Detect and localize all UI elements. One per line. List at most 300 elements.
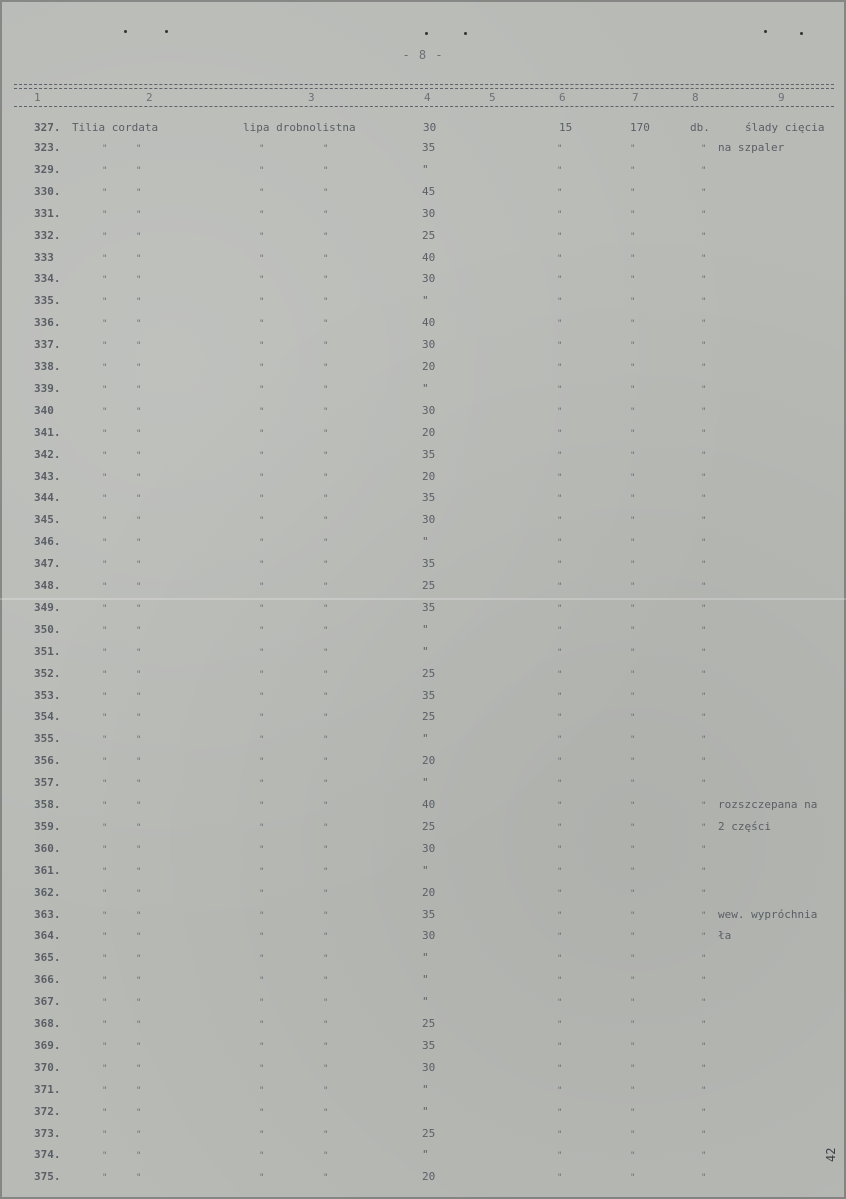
ditto-mark: " xyxy=(323,582,329,592)
ditto-mark: " xyxy=(259,889,265,899)
ditto-mark: " xyxy=(630,582,636,592)
ditto-mark: " xyxy=(259,932,265,942)
ditto-mark: " xyxy=(136,188,142,198)
column-4-value: 35 xyxy=(422,491,436,504)
row-number: 330. xyxy=(34,185,61,198)
ditto-mark: " xyxy=(259,648,265,658)
ditto-mark: " xyxy=(259,713,265,723)
ditto-mark: " xyxy=(557,188,563,198)
row-number: 348. xyxy=(34,579,61,592)
ditto-mark: " xyxy=(630,713,636,723)
ditto-mark: " xyxy=(136,385,142,395)
ditto-mark: " xyxy=(323,254,329,264)
ditto-mark: " xyxy=(259,188,265,198)
column-4-value: 35 xyxy=(422,908,436,921)
column-header: 9 xyxy=(778,91,785,104)
ditto-mark: " xyxy=(102,867,108,877)
ditto-mark: " xyxy=(701,713,707,723)
ditto-mark: " xyxy=(557,757,563,767)
ditto-mark: " xyxy=(259,429,265,439)
row-number: 372. xyxy=(34,1105,61,1118)
ditto-mark: " xyxy=(323,626,329,636)
ditto-mark: " xyxy=(259,319,265,329)
ditto-mark: " xyxy=(557,1042,563,1052)
ditto-mark: " xyxy=(136,494,142,504)
ditto-mark: " xyxy=(323,976,329,986)
row-number: 346. xyxy=(34,535,61,548)
remarks: rozszczepana na xyxy=(718,798,818,811)
ditto-mark: " xyxy=(259,1130,265,1140)
ditto-mark: " xyxy=(259,473,265,483)
ditto-mark: " xyxy=(701,166,707,176)
column-4-value: 25 xyxy=(422,667,436,680)
archive-number: 42 xyxy=(824,1147,838,1162)
column-4-value: " xyxy=(422,776,429,789)
column-4-value: 20 xyxy=(422,360,436,373)
ditto-mark: " xyxy=(557,867,563,877)
ditto-mark: " xyxy=(259,801,265,811)
ditto-mark: " xyxy=(557,473,563,483)
ditto-mark: " xyxy=(557,823,563,833)
ditto-mark: " xyxy=(630,1020,636,1030)
ditto-mark: " xyxy=(136,735,142,745)
ditto-mark: " xyxy=(630,254,636,264)
ditto-mark: " xyxy=(630,232,636,242)
ditto-mark: " xyxy=(323,494,329,504)
row-number: 338. xyxy=(34,360,61,373)
ditto-mark: " xyxy=(701,932,707,942)
ditto-mark: " xyxy=(701,954,707,964)
row-number: 347. xyxy=(34,557,61,570)
row-number: 371. xyxy=(34,1083,61,1096)
ditto-mark: " xyxy=(259,516,265,526)
ditto-mark: " xyxy=(701,648,707,658)
row-number: 369. xyxy=(34,1039,61,1052)
ditto-mark: " xyxy=(323,779,329,789)
row-number: 355. xyxy=(34,732,61,745)
ditto-mark: " xyxy=(630,735,636,745)
ditto-mark: " xyxy=(102,845,108,855)
ditto-mark: " xyxy=(701,976,707,986)
row-number: 358. xyxy=(34,798,61,811)
ditto-mark: " xyxy=(259,538,265,548)
ditto-mark: " xyxy=(136,867,142,877)
ditto-mark: " xyxy=(323,1130,329,1140)
ditto-mark: " xyxy=(630,998,636,1008)
ditto-mark: " xyxy=(102,166,108,176)
ditto-mark: " xyxy=(557,516,563,526)
ditto-mark: " xyxy=(259,275,265,285)
ditto-mark: " xyxy=(323,1173,329,1183)
column-4-value: 20 xyxy=(422,754,436,767)
column-header: 1 xyxy=(34,91,41,104)
ditto-mark: " xyxy=(102,144,108,154)
ditto-mark: " xyxy=(557,889,563,899)
ditto-mark: " xyxy=(136,889,142,899)
punch-mark xyxy=(764,30,767,33)
ditto-mark: " xyxy=(136,210,142,220)
ditto-mark: " xyxy=(630,429,636,439)
ditto-mark: " xyxy=(136,604,142,614)
ditto-mark: " xyxy=(701,845,707,855)
ditto-mark: " xyxy=(323,954,329,964)
ditto-mark: " xyxy=(557,692,563,702)
ditto-mark: " xyxy=(701,385,707,395)
ditto-mark: " xyxy=(701,823,707,833)
column-4-value: " xyxy=(422,623,429,636)
ditto-mark: " xyxy=(259,911,265,921)
ditto-mark: " xyxy=(630,538,636,548)
ditto-mark: " xyxy=(259,670,265,680)
ditto-mark: " xyxy=(323,407,329,417)
ditto-mark: " xyxy=(630,889,636,899)
row-number: 335. xyxy=(34,294,61,307)
ditto-mark: " xyxy=(136,670,142,680)
ditto-mark: " xyxy=(102,232,108,242)
ditto-mark: " xyxy=(557,648,563,658)
ditto-mark: " xyxy=(259,976,265,986)
ditto-mark: " xyxy=(557,1064,563,1074)
ditto-mark: " xyxy=(136,1064,142,1074)
ditto-mark: " xyxy=(630,1151,636,1161)
ditto-mark: " xyxy=(701,1173,707,1183)
ditto-mark: " xyxy=(630,976,636,986)
ditto-mark: " xyxy=(323,604,329,614)
ditto-mark: " xyxy=(259,254,265,264)
row-number: 357. xyxy=(34,776,61,789)
ditto-mark: " xyxy=(136,1086,142,1096)
ditto-mark: " xyxy=(259,823,265,833)
ditto-mark: " xyxy=(323,429,329,439)
row-number: 342. xyxy=(34,448,61,461)
ditto-mark: " xyxy=(136,254,142,264)
row-number: 341. xyxy=(34,426,61,439)
ditto-mark: " xyxy=(136,976,142,986)
ditto-mark: " xyxy=(259,297,265,307)
ditto-mark: " xyxy=(630,560,636,570)
row-number: 352. xyxy=(34,667,61,680)
ditto-mark: " xyxy=(102,1042,108,1052)
ditto-mark: " xyxy=(701,735,707,745)
ditto-mark: " xyxy=(701,232,707,242)
column-4-value: 30 xyxy=(422,842,436,855)
row-number: 333 xyxy=(34,251,54,264)
ditto-mark: " xyxy=(701,801,707,811)
ditto-mark: " xyxy=(102,363,108,373)
ditto-mark: " xyxy=(557,297,563,307)
ditto-mark: " xyxy=(557,626,563,636)
ditto-mark: " xyxy=(136,626,142,636)
column-4-value: " xyxy=(422,535,429,548)
row-number: 375. xyxy=(34,1170,61,1183)
ditto-mark: " xyxy=(323,538,329,548)
column-4-value: " xyxy=(422,864,429,877)
ditto-mark: " xyxy=(136,297,142,307)
ditto-mark: " xyxy=(102,670,108,680)
row-number: 373. xyxy=(34,1127,61,1140)
ditto-mark: " xyxy=(323,319,329,329)
row-number: 344. xyxy=(34,491,61,504)
column-header: 8 xyxy=(692,91,699,104)
ditto-mark: " xyxy=(557,670,563,680)
column-4-value: 45 xyxy=(422,185,436,198)
column-4-value: " xyxy=(422,995,429,1008)
ditto-mark: " xyxy=(701,779,707,789)
ditto-mark: " xyxy=(323,1064,329,1074)
ditto-mark: " xyxy=(259,363,265,373)
ditto-mark: " xyxy=(557,998,563,1008)
ditto-mark: " xyxy=(323,1020,329,1030)
ditto-mark: " xyxy=(557,144,563,154)
column-4-value: " xyxy=(422,1083,429,1096)
ditto-mark: " xyxy=(557,582,563,592)
ditto-mark: " xyxy=(323,670,329,680)
ditto-mark: " xyxy=(630,670,636,680)
ditto-mark: " xyxy=(701,867,707,877)
ditto-mark: " xyxy=(259,451,265,461)
ditto-mark: " xyxy=(102,911,108,921)
ditto-mark: " xyxy=(102,297,108,307)
ditto-mark: " xyxy=(102,429,108,439)
column-4-value: 20 xyxy=(422,470,436,483)
punch-mark xyxy=(425,32,428,35)
ditto-mark: " xyxy=(136,801,142,811)
column-4-value: " xyxy=(422,1105,429,1118)
ditto-mark: " xyxy=(102,188,108,198)
ditto-mark: " xyxy=(323,275,329,285)
ditto-mark: " xyxy=(102,275,108,285)
ditto-mark: " xyxy=(701,670,707,680)
ditto-mark: " xyxy=(701,1064,707,1074)
ditto-mark: " xyxy=(557,210,563,220)
ditto-mark: " xyxy=(557,954,563,964)
ditto-mark: " xyxy=(102,779,108,789)
column-4-value: 30 xyxy=(422,513,436,526)
paper-fold xyxy=(0,598,846,600)
ditto-mark: " xyxy=(557,845,563,855)
row-number: 360. xyxy=(34,842,61,855)
punch-mark xyxy=(800,32,803,35)
ditto-mark: " xyxy=(102,473,108,483)
ditto-mark: " xyxy=(136,429,142,439)
ditto-mark: " xyxy=(701,516,707,526)
ditto-mark: " xyxy=(630,210,636,220)
ditto-mark: " xyxy=(557,1130,563,1140)
ditto-mark: " xyxy=(102,538,108,548)
ditto-mark: " xyxy=(259,692,265,702)
column-4-value: 30 xyxy=(423,121,437,134)
ditto-mark: " xyxy=(102,494,108,504)
ditto-mark: " xyxy=(259,560,265,570)
ditto-mark: " xyxy=(259,341,265,351)
row-number: 367. xyxy=(34,995,61,1008)
ditto-mark: " xyxy=(136,1042,142,1052)
punch-mark xyxy=(165,30,168,33)
column-4-value: 30 xyxy=(422,929,436,942)
ditto-mark: " xyxy=(630,1042,636,1052)
ditto-mark: " xyxy=(136,713,142,723)
ditto-mark: " xyxy=(701,254,707,264)
ditto-mark: " xyxy=(323,648,329,658)
ditto-mark: " xyxy=(136,845,142,855)
column-4-value: " xyxy=(422,973,429,986)
ditto-mark: " xyxy=(102,451,108,461)
ditto-mark: " xyxy=(557,451,563,461)
ditto-mark: " xyxy=(136,1020,142,1030)
column-6-value: 15 xyxy=(559,121,573,134)
ditto-mark: " xyxy=(136,144,142,154)
ditto-mark: " xyxy=(630,166,636,176)
ditto-mark: " xyxy=(136,1151,142,1161)
ditto-mark: " xyxy=(259,144,265,154)
column-4-value: 40 xyxy=(422,251,436,264)
ditto-mark: " xyxy=(701,1086,707,1096)
ditto-mark: " xyxy=(630,604,636,614)
ditto-mark: " xyxy=(630,341,636,351)
ditto-mark: " xyxy=(259,407,265,417)
ditto-mark: " xyxy=(630,385,636,395)
ditto-mark: " xyxy=(323,297,329,307)
ditto-mark: " xyxy=(259,735,265,745)
ditto-mark: " xyxy=(701,407,707,417)
row-number: 356. xyxy=(34,754,61,767)
ditto-mark: " xyxy=(102,1108,108,1118)
ditto-mark: " xyxy=(557,232,563,242)
ditto-mark: " xyxy=(102,757,108,767)
ditto-mark: " xyxy=(323,188,329,198)
ditto-mark: " xyxy=(701,582,707,592)
ditto-mark: " xyxy=(557,932,563,942)
top-rule xyxy=(14,84,834,85)
ditto-mark: " xyxy=(136,407,142,417)
ditto-mark: " xyxy=(136,779,142,789)
column-4-value: 30 xyxy=(422,272,436,285)
remarks: na szpaler xyxy=(718,141,785,154)
ditto-mark: " xyxy=(136,319,142,329)
ditto-mark: " xyxy=(630,626,636,636)
row-number: 359. xyxy=(34,820,61,833)
ditto-mark: " xyxy=(102,801,108,811)
ditto-mark: " xyxy=(136,1130,142,1140)
ditto-mark: " xyxy=(323,1086,329,1096)
ditto-mark: " xyxy=(557,801,563,811)
ditto-mark: " xyxy=(557,1020,563,1030)
ditto-mark: " xyxy=(630,801,636,811)
ditto-mark: " xyxy=(259,1151,265,1161)
remarks: ła xyxy=(718,929,732,942)
row-number: 350. xyxy=(34,623,61,636)
remarks: ślady cięcia xyxy=(745,121,825,134)
ditto-mark: " xyxy=(102,692,108,702)
ditto-mark: " xyxy=(136,451,142,461)
ditto-mark: " xyxy=(102,516,108,526)
column-4-value: " xyxy=(422,732,429,745)
ditto-mark: " xyxy=(323,692,329,702)
ditto-mark: " xyxy=(323,560,329,570)
ditto-mark: " xyxy=(323,341,329,351)
column-4-value: " xyxy=(422,1148,429,1161)
ditto-mark: " xyxy=(102,998,108,1008)
ditto-mark: " xyxy=(323,713,329,723)
row-number: 340 xyxy=(34,404,54,417)
ditto-mark: " xyxy=(630,648,636,658)
ditto-mark: " xyxy=(323,451,329,461)
ditto-mark: " xyxy=(630,297,636,307)
ditto-mark: " xyxy=(701,626,707,636)
column-4-value: " xyxy=(422,951,429,964)
column-4-value: 25 xyxy=(422,229,436,242)
ditto-mark: " xyxy=(259,166,265,176)
ditto-mark: " xyxy=(701,998,707,1008)
ditto-mark: " xyxy=(701,1020,707,1030)
row-number: 339. xyxy=(34,382,61,395)
ditto-mark: " xyxy=(136,341,142,351)
ditto-mark: " xyxy=(102,735,108,745)
row-number: 365. xyxy=(34,951,61,964)
punch-mark xyxy=(464,32,467,35)
row-number: 354. xyxy=(34,710,61,723)
ditto-mark: " xyxy=(701,494,707,504)
ditto-mark: " xyxy=(630,1108,636,1118)
ditto-mark: " xyxy=(323,911,329,921)
ditto-mark: " xyxy=(630,494,636,504)
ditto-mark: " xyxy=(557,735,563,745)
row-number: 362. xyxy=(34,886,61,899)
ditto-mark: " xyxy=(102,319,108,329)
ditto-mark: " xyxy=(630,845,636,855)
ditto-mark: " xyxy=(136,582,142,592)
ditto-mark: " xyxy=(136,473,142,483)
row-number: 349. xyxy=(34,601,61,614)
ditto-mark: " xyxy=(259,1108,265,1118)
column-4-value: 30 xyxy=(422,207,436,220)
ditto-mark: " xyxy=(259,1020,265,1030)
ditto-mark: " xyxy=(102,1173,108,1183)
ditto-mark: " xyxy=(259,604,265,614)
ditto-mark: " xyxy=(136,363,142,373)
ditto-mark: " xyxy=(102,604,108,614)
ditto-mark: " xyxy=(136,998,142,1008)
ditto-mark: " xyxy=(557,1151,563,1161)
ditto-mark: " xyxy=(630,188,636,198)
ditto-mark: " xyxy=(323,166,329,176)
ditto-mark: " xyxy=(630,779,636,789)
column-4-value: 25 xyxy=(422,1127,436,1140)
column-4-value: 35 xyxy=(422,689,436,702)
ditto-mark: " xyxy=(102,626,108,636)
latin-name: Tilia cordata xyxy=(72,121,159,134)
ditto-mark: " xyxy=(259,494,265,504)
ditto-mark: " xyxy=(259,626,265,636)
row-number: 364. xyxy=(34,929,61,942)
ditto-mark: " xyxy=(557,1108,563,1118)
ditto-mark: " xyxy=(630,319,636,329)
ditto-mark: " xyxy=(701,473,707,483)
ditto-mark: " xyxy=(701,692,707,702)
column-4-value: 25 xyxy=(422,820,436,833)
ditto-mark: " xyxy=(323,757,329,767)
ditto-mark: " xyxy=(630,1086,636,1096)
ditto-mark: " xyxy=(102,889,108,899)
ditto-mark: " xyxy=(557,429,563,439)
ditto-mark: " xyxy=(630,1064,636,1074)
ditto-mark: " xyxy=(701,210,707,220)
ditto-mark: " xyxy=(259,998,265,1008)
ditto-mark: " xyxy=(630,516,636,526)
ditto-mark: " xyxy=(136,648,142,658)
column-4-value: 40 xyxy=(422,316,436,329)
ditto-mark: " xyxy=(323,232,329,242)
